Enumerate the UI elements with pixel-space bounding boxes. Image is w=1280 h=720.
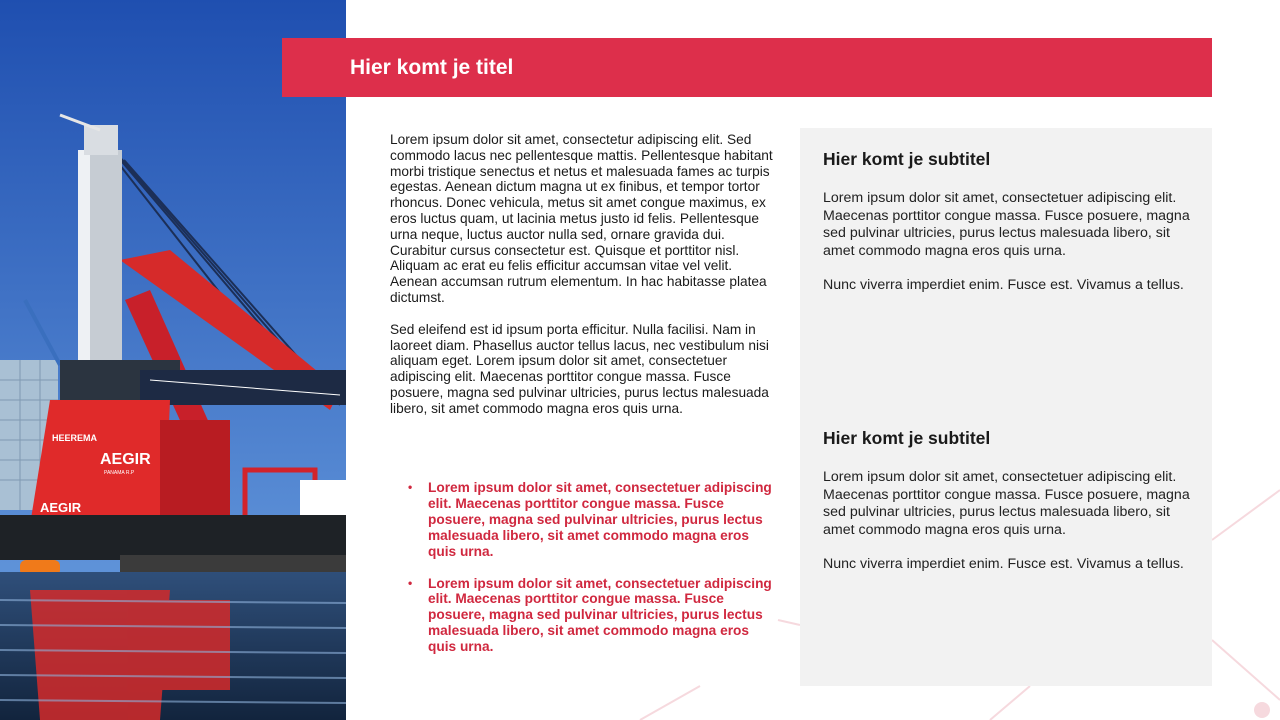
subtitle-block-2 (823, 428, 1193, 591)
bullet-dot-icon: • (408, 575, 413, 590)
body-paragraph[interactable]: Sed eleifend est id ipsum porta efficitur. Nulla facilisi. Nam in laoreet diam. Phasellus auctor tellus lacus, nec vestibulum nisi aliquam eget. Lorem ipsum dolor sit amet, consectetuer adipiscing elit. Maecenas porttitor congue massa. Fusce posuere, magna sed pulvinar ultricies, purus lectus malesuada libero, sit amet commodo magna eros quis urna. (390, 321, 769, 416)
side-panel (800, 128, 1212, 686)
subtitle-block-1 (823, 149, 1193, 312)
subtitle-heading[interactable]: Hier komt je subtitel (823, 428, 991, 448)
hull-label-aegir-2: AEGIR (40, 500, 82, 515)
bullet-item[interactable] (408, 576, 778, 656)
bullet-text: Lorem ipsum dolor sit amet, consectetuer adipiscing elit. Maecenas porttitor congue massa. Fusce posuere, magna sed pulvinar ultricies, purus lectus malesuada libero, sit amet commodo magna eros quis urna. (428, 480, 772, 559)
subtitle-paragraph[interactable]: Nunc viverra imperdiet enim. Fusce est. Vivamus a tellus. (823, 277, 1184, 294)
subtitle-paragraph[interactable]: Lorem ipsum dolor sit amet, consectetuer adipiscing elit. Maecenas porttitor congue massa. Fusce posuere, magna sed pulvinar ultricies, purus lectus malesuada libero, sit amet commodo magna eros quis urna. (823, 190, 1190, 259)
hull-label-heerema: HEEREMA (52, 433, 98, 443)
hull-label-panama-1: PANAMA R.P (104, 470, 135, 476)
crane-vessel-photo (0, 0, 346, 720)
subtitle-paragraph[interactable]: Lorem ipsum dolor sit amet, consectetuer adipiscing elit. Maecenas porttitor congue massa. Fusce posuere, magna sed pulvinar ultricies, purus lectus malesuada libero, sit amet commodo magna eros quis urna. (823, 469, 1190, 538)
slide-title[interactable]: Hier komt je titel (350, 56, 514, 79)
subtitle-heading[interactable]: Hier komt je subtitel (823, 149, 991, 169)
subtitle-paragraph[interactable]: Nunc viverra imperdiet enim. Fusce est. Vivamus a tellus. (823, 556, 1184, 573)
hull-label-aegir-1: AEGIR (100, 451, 151, 468)
body-text-column (390, 132, 778, 433)
bullet-dot-icon: • (408, 480, 413, 494)
title-bar (282, 38, 1212, 97)
bullet-item[interactable] (408, 480, 778, 560)
body-paragraph[interactable]: Lorem ipsum dolor sit amet, consectetur adipiscing elit. Sed commodo lacus nec pellentesque mattis. Pellentesque habitant morbi tristique senectus et netus et malesuada fames ac turpis egestas. Aenean dictum magna ut ex finibus, et tempor tortor rhoncus. Donec vehicula, metus sit amet congue maximus, ex eros luctus quam, ut lacinia metus justo id felis. Pellentesque urna neque, luctus auctor nulla sed, ornare gravida dui. Curabitur cursus consectetur est. Quisque et porttitor nisl. Aliquam ac erat eu felis efficitur accumsan vitae vel velit. Aenean accumsan rutrum elementum. In hac habitasse platea dictumst. (390, 132, 773, 305)
bullet-text: Lorem ipsum dolor sit amet, consectetuer adipiscing elit. Maecenas porttitor congue massa. Fusce posuere, magna sed pulvinar ultricies, purus lectus malesuada libero, sit amet commodo magna eros quis urna. (428, 575, 772, 655)
bullet-list (408, 480, 778, 671)
